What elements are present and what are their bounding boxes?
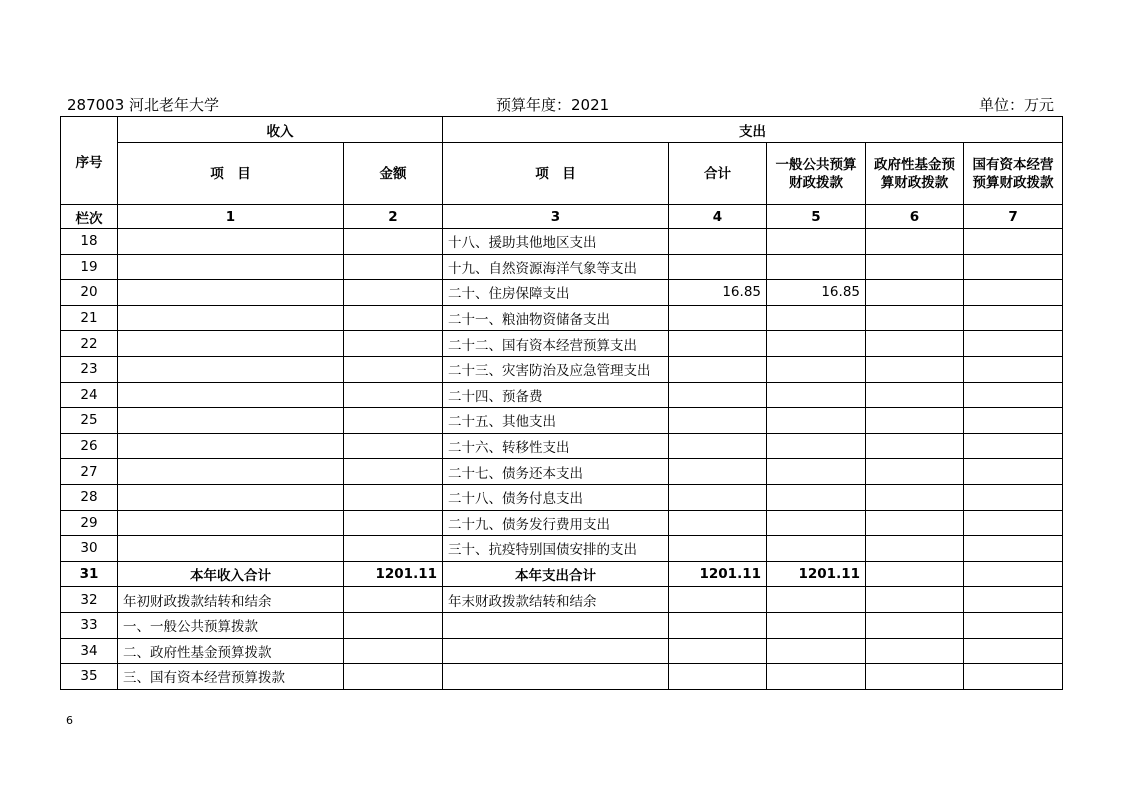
cell-expense-item: 二十四、预备费 xyxy=(443,382,669,408)
cell-expense-item: 十八、援助其他地区支出 xyxy=(443,229,669,255)
cell-fund xyxy=(866,356,964,382)
table-row xyxy=(61,587,1063,613)
cell-seq: 32 xyxy=(61,587,118,613)
cell-general xyxy=(767,536,866,562)
cell-total xyxy=(669,612,767,638)
col-total-header: 合计 xyxy=(669,143,767,205)
cell-state xyxy=(964,254,1063,280)
index-cell: 4 xyxy=(669,205,767,229)
cell-income-amount xyxy=(344,229,443,255)
cell-total xyxy=(669,510,767,536)
index-cell: 1 xyxy=(118,205,344,229)
table-row xyxy=(61,305,1063,331)
col-state-header: 国有资本经营预算财政拨款 xyxy=(964,143,1063,205)
cell-expense-item: 二十、住房保障支出 xyxy=(443,280,669,306)
cell-fund xyxy=(866,408,964,434)
cell-expense-item: 本年支出合计 xyxy=(443,561,669,587)
cell-general xyxy=(767,305,866,331)
cell-fund xyxy=(866,382,964,408)
cell-expense-item: 三十、抗疫特别国债安排的支出 xyxy=(443,536,669,562)
cell-total xyxy=(669,638,767,664)
cell-general xyxy=(767,664,866,690)
cell-state xyxy=(964,664,1063,690)
cell-total: 1201.11 xyxy=(669,561,767,587)
cell-state xyxy=(964,587,1063,613)
cell-seq: 24 xyxy=(61,382,118,408)
cell-fund xyxy=(866,561,964,587)
cell-total xyxy=(669,356,767,382)
cell-expense-item: 二十五、其他支出 xyxy=(443,408,669,434)
index-cell: 3 xyxy=(443,205,669,229)
cell-seq: 35 xyxy=(61,664,118,690)
cell-expense-item: 二十八、债务付息支出 xyxy=(443,484,669,510)
report-header xyxy=(60,94,1062,116)
cell-income-amount: 1201.11 xyxy=(344,561,443,587)
cell-state xyxy=(964,612,1063,638)
cell-seq: 25 xyxy=(61,408,118,434)
budget-year: 预算年度：2021 xyxy=(496,96,610,114)
cell-state xyxy=(964,536,1063,562)
cell-income-item xyxy=(118,305,344,331)
cell-state xyxy=(964,638,1063,664)
cell-income-item xyxy=(118,484,344,510)
cell-fund xyxy=(866,664,964,690)
cell-fund xyxy=(866,229,964,255)
cell-income-item: 一、一般公共预算拨款 xyxy=(118,612,344,638)
cell-seq: 23 xyxy=(61,356,118,382)
table-row xyxy=(61,664,1063,690)
cell-seq: 31 xyxy=(61,561,118,587)
cell-fund xyxy=(866,305,964,331)
cell-state xyxy=(964,484,1063,510)
cell-income-amount xyxy=(344,356,443,382)
index-cell: 2 xyxy=(344,205,443,229)
table-row xyxy=(61,484,1063,510)
cell-seq: 27 xyxy=(61,459,118,485)
cell-income-item xyxy=(118,229,344,255)
cell-state xyxy=(964,331,1063,357)
cell-total xyxy=(669,459,767,485)
cell-fund xyxy=(866,433,964,459)
cell-income-amount xyxy=(344,331,443,357)
cell-income-item xyxy=(118,356,344,382)
cell-state xyxy=(964,408,1063,434)
cell-total xyxy=(669,382,767,408)
cell-expense-item xyxy=(443,612,669,638)
cell-state xyxy=(964,510,1063,536)
page-number: 6 xyxy=(66,714,73,727)
cell-income-amount xyxy=(344,305,443,331)
cell-income-item xyxy=(118,254,344,280)
cell-income-amount xyxy=(344,484,443,510)
cell-expense-item: 二十九、债务发行费用支出 xyxy=(443,510,669,536)
cell-expense-item: 十九、自然资源海洋气象等支出 xyxy=(443,254,669,280)
table-row xyxy=(61,510,1063,536)
cell-seq: 34 xyxy=(61,638,118,664)
cell-income-item xyxy=(118,536,344,562)
cell-expense-item: 二十六、转移性支出 xyxy=(443,433,669,459)
cell-general xyxy=(767,510,866,536)
cell-income-item xyxy=(118,459,344,485)
cell-income-amount xyxy=(344,664,443,690)
table-row xyxy=(61,356,1063,382)
cell-total xyxy=(669,229,767,255)
cell-general xyxy=(767,459,866,485)
cell-fund xyxy=(866,510,964,536)
index-label: 栏次 xyxy=(61,205,118,229)
cell-total xyxy=(669,664,767,690)
cell-total xyxy=(669,587,767,613)
col-fund-header: 政府性基金预算财政拨款 xyxy=(866,143,964,205)
cell-state xyxy=(964,305,1063,331)
cell-total xyxy=(669,433,767,459)
cell-state xyxy=(964,356,1063,382)
unit-label: 单位：万元 xyxy=(978,96,1054,114)
cell-income-amount xyxy=(344,510,443,536)
cell-general xyxy=(767,229,866,255)
cell-income-amount xyxy=(344,459,443,485)
table-row xyxy=(61,612,1063,638)
cell-seq: 19 xyxy=(61,254,118,280)
cell-income-item: 年初财政拨款结转和结余 xyxy=(118,587,344,613)
cell-general xyxy=(767,587,866,613)
cell-income-item xyxy=(118,510,344,536)
cell-income-amount xyxy=(344,433,443,459)
cell-income-amount xyxy=(344,408,443,434)
cell-expense-item: 年末财政拨款结转和结余 xyxy=(443,587,669,613)
cell-state xyxy=(964,433,1063,459)
cell-total: 16.85 xyxy=(669,280,767,306)
cell-total xyxy=(669,536,767,562)
budget-table xyxy=(60,116,1063,690)
cell-general xyxy=(767,433,866,459)
cell-general xyxy=(767,356,866,382)
cell-expense-item: 二十七、债务还本支出 xyxy=(443,459,669,485)
table-row xyxy=(61,229,1063,255)
table-row xyxy=(61,561,1063,587)
cell-state xyxy=(964,382,1063,408)
cell-income-item xyxy=(118,382,344,408)
index-cell: 6 xyxy=(866,205,964,229)
cell-general xyxy=(767,408,866,434)
cell-income-amount xyxy=(344,254,443,280)
cell-fund xyxy=(866,536,964,562)
cell-general xyxy=(767,382,866,408)
col-income-item-header: 项 目 xyxy=(118,143,344,205)
col-income-amount-header: 金额 xyxy=(344,143,443,205)
cell-total xyxy=(669,254,767,280)
income-group-header: 收入 xyxy=(118,117,443,143)
col-seq-header: 序号 xyxy=(61,117,118,205)
table-row xyxy=(61,459,1063,485)
cell-income-item: 二、政府性基金预算拨款 xyxy=(118,638,344,664)
cell-expense-item: 二十二、国有资本经营预算支出 xyxy=(443,331,669,357)
cell-total xyxy=(669,408,767,434)
cell-general xyxy=(767,331,866,357)
cell-general xyxy=(767,612,866,638)
cell-income-amount xyxy=(344,638,443,664)
expense-group-header: 支出 xyxy=(443,117,1063,143)
cell-expense-item xyxy=(443,664,669,690)
table-row xyxy=(61,280,1063,306)
cell-general: 16.85 xyxy=(767,280,866,306)
cell-general xyxy=(767,254,866,280)
cell-income-item xyxy=(118,408,344,434)
cell-seq: 29 xyxy=(61,510,118,536)
cell-fund xyxy=(866,459,964,485)
cell-fund xyxy=(866,280,964,306)
cell-expense-item: 二十一、粮油物资储备支出 xyxy=(443,305,669,331)
cell-state xyxy=(964,459,1063,485)
table-row xyxy=(61,331,1063,357)
index-cell: 7 xyxy=(964,205,1063,229)
cell-income-item: 本年收入合计 xyxy=(118,561,344,587)
col-general-header: 一般公共预算财政拨款 xyxy=(767,143,866,205)
cell-seq: 21 xyxy=(61,305,118,331)
cell-income-item xyxy=(118,280,344,306)
cell-seq: 20 xyxy=(61,280,118,306)
table-row xyxy=(61,536,1063,562)
cell-state xyxy=(964,561,1063,587)
cell-expense-item: 二十三、灾害防治及应急管理支出 xyxy=(443,356,669,382)
cell-seq: 18 xyxy=(61,229,118,255)
cell-general xyxy=(767,638,866,664)
cell-seq: 28 xyxy=(61,484,118,510)
table-row xyxy=(61,433,1063,459)
cell-fund xyxy=(866,612,964,638)
cell-income-amount xyxy=(344,280,443,306)
cell-seq: 33 xyxy=(61,612,118,638)
cell-seq: 30 xyxy=(61,536,118,562)
index-cell: 5 xyxy=(767,205,866,229)
col-expense-item-header: 项 目 xyxy=(443,143,669,205)
cell-income-item xyxy=(118,331,344,357)
cell-fund xyxy=(866,484,964,510)
cell-income-amount xyxy=(344,587,443,613)
table-body xyxy=(61,229,1063,690)
table-row xyxy=(61,638,1063,664)
table-row xyxy=(61,382,1063,408)
cell-fund xyxy=(866,638,964,664)
cell-income-amount xyxy=(344,612,443,638)
cell-income-amount xyxy=(344,382,443,408)
table-row xyxy=(61,254,1063,280)
cell-state xyxy=(964,229,1063,255)
table-row xyxy=(61,408,1063,434)
cell-fund xyxy=(866,331,964,357)
cell-state xyxy=(964,280,1063,306)
cell-income-item: 三、国有资本经营预算拨款 xyxy=(118,664,344,690)
cell-total xyxy=(669,484,767,510)
cell-expense-item xyxy=(443,638,669,664)
organization-name: 287003 河北老年大学 xyxy=(67,96,220,114)
cell-income-item xyxy=(118,433,344,459)
cell-seq: 26 xyxy=(61,433,118,459)
cell-total xyxy=(669,305,767,331)
cell-income-amount xyxy=(344,536,443,562)
cell-total xyxy=(669,331,767,357)
cell-general: 1201.11 xyxy=(767,561,866,587)
cell-general xyxy=(767,484,866,510)
cell-fund xyxy=(866,587,964,613)
cell-seq: 22 xyxy=(61,331,118,357)
cell-fund xyxy=(866,254,964,280)
